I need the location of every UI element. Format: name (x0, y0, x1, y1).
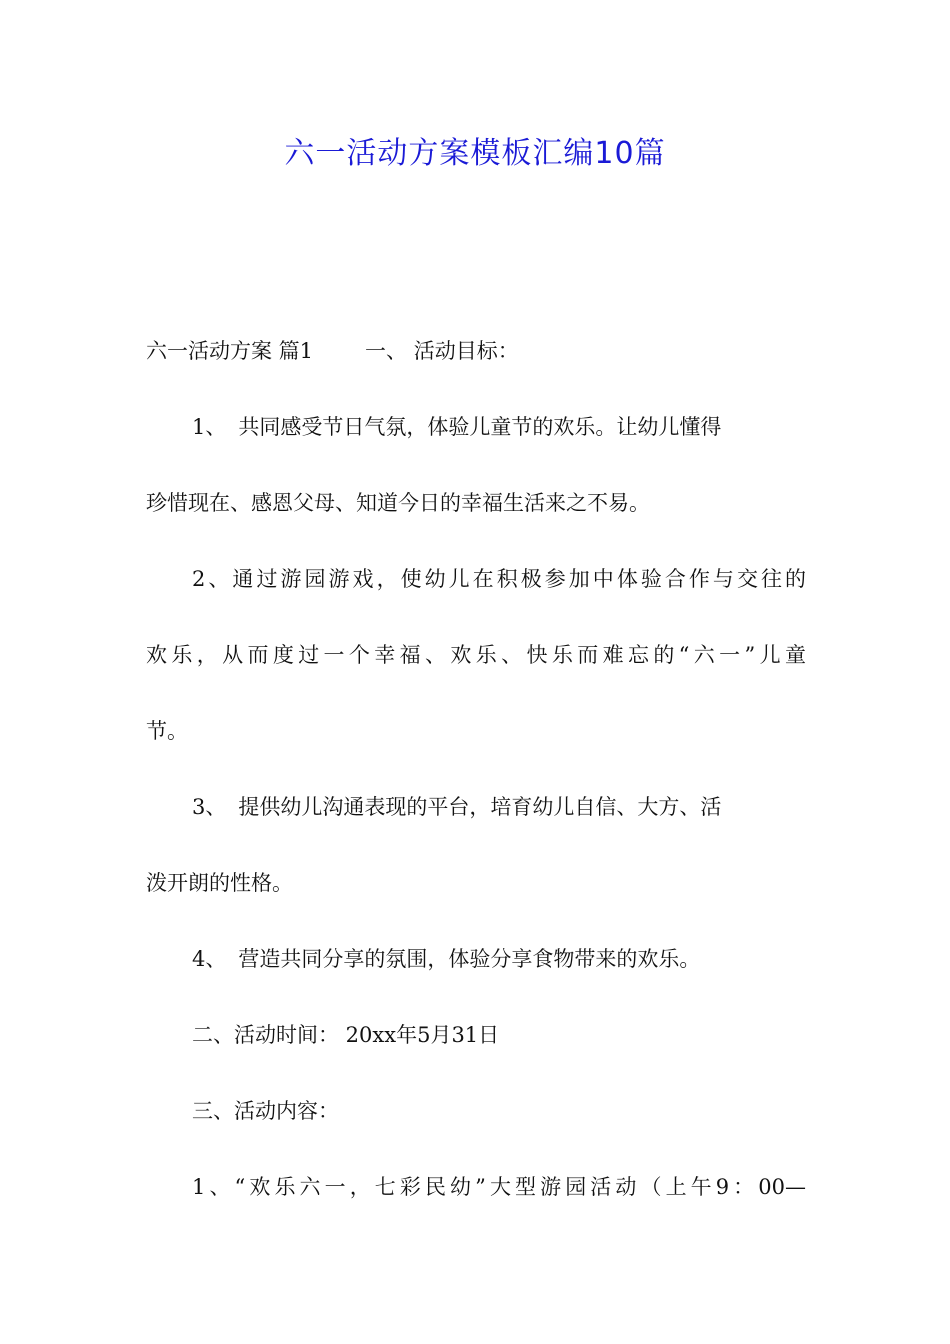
goal3-first-line (146, 795, 806, 819)
activity-content-heading: 三、活动内容： (192, 1099, 339, 1123)
goal1-first-line (146, 415, 806, 439)
document-body (146, 339, 806, 1251)
goal1-number: 1、 (192, 415, 227, 439)
section-heading: 六一活动方案 篇1 (146, 339, 314, 363)
goal4-line (146, 947, 806, 971)
goal2-text-line1: 2、通过游园游戏，使幼儿在积极参加中体验合作与交往的 (192, 567, 806, 591)
goal1-text-line1: 共同感受节日气氛，体验儿童节的欢乐。让幼儿懂得 (238, 415, 722, 439)
part1-heading: 一、 活动目标： (365, 339, 519, 363)
goal1-text-line2: 珍惜现在、感恩父母、知道今日的幸福生活来之不易。 (146, 491, 650, 515)
goal3-text-line2: 泼开朗的性格。 (146, 871, 293, 895)
content-item-1: 1、“欢乐六一，七彩民幼”大型游园活动（上午9：00— (192, 1175, 806, 1199)
goal2-text-line3: 节。 (146, 719, 188, 743)
goal3-number: 3、 (192, 795, 227, 819)
document-title: 六一活动方案模板汇编10篇 (284, 136, 666, 171)
goal4-text-line1: 营造共同分享的氛围，体验分享食物带来的欢乐。 (238, 947, 701, 971)
goal3-text-line1: 提供幼儿沟通表现的平台，培育幼儿自信、大方、活 (238, 795, 722, 819)
activity-time: 二、活动时间： 20xx年5月31日 (192, 1023, 500, 1047)
section-heading-line (146, 339, 806, 363)
goal4-number: 4、 (192, 947, 227, 971)
goal2-text-line2: 欢乐，从而度过一个幸福、欢乐、快乐而难忘的“六一”儿童 (146, 643, 806, 667)
